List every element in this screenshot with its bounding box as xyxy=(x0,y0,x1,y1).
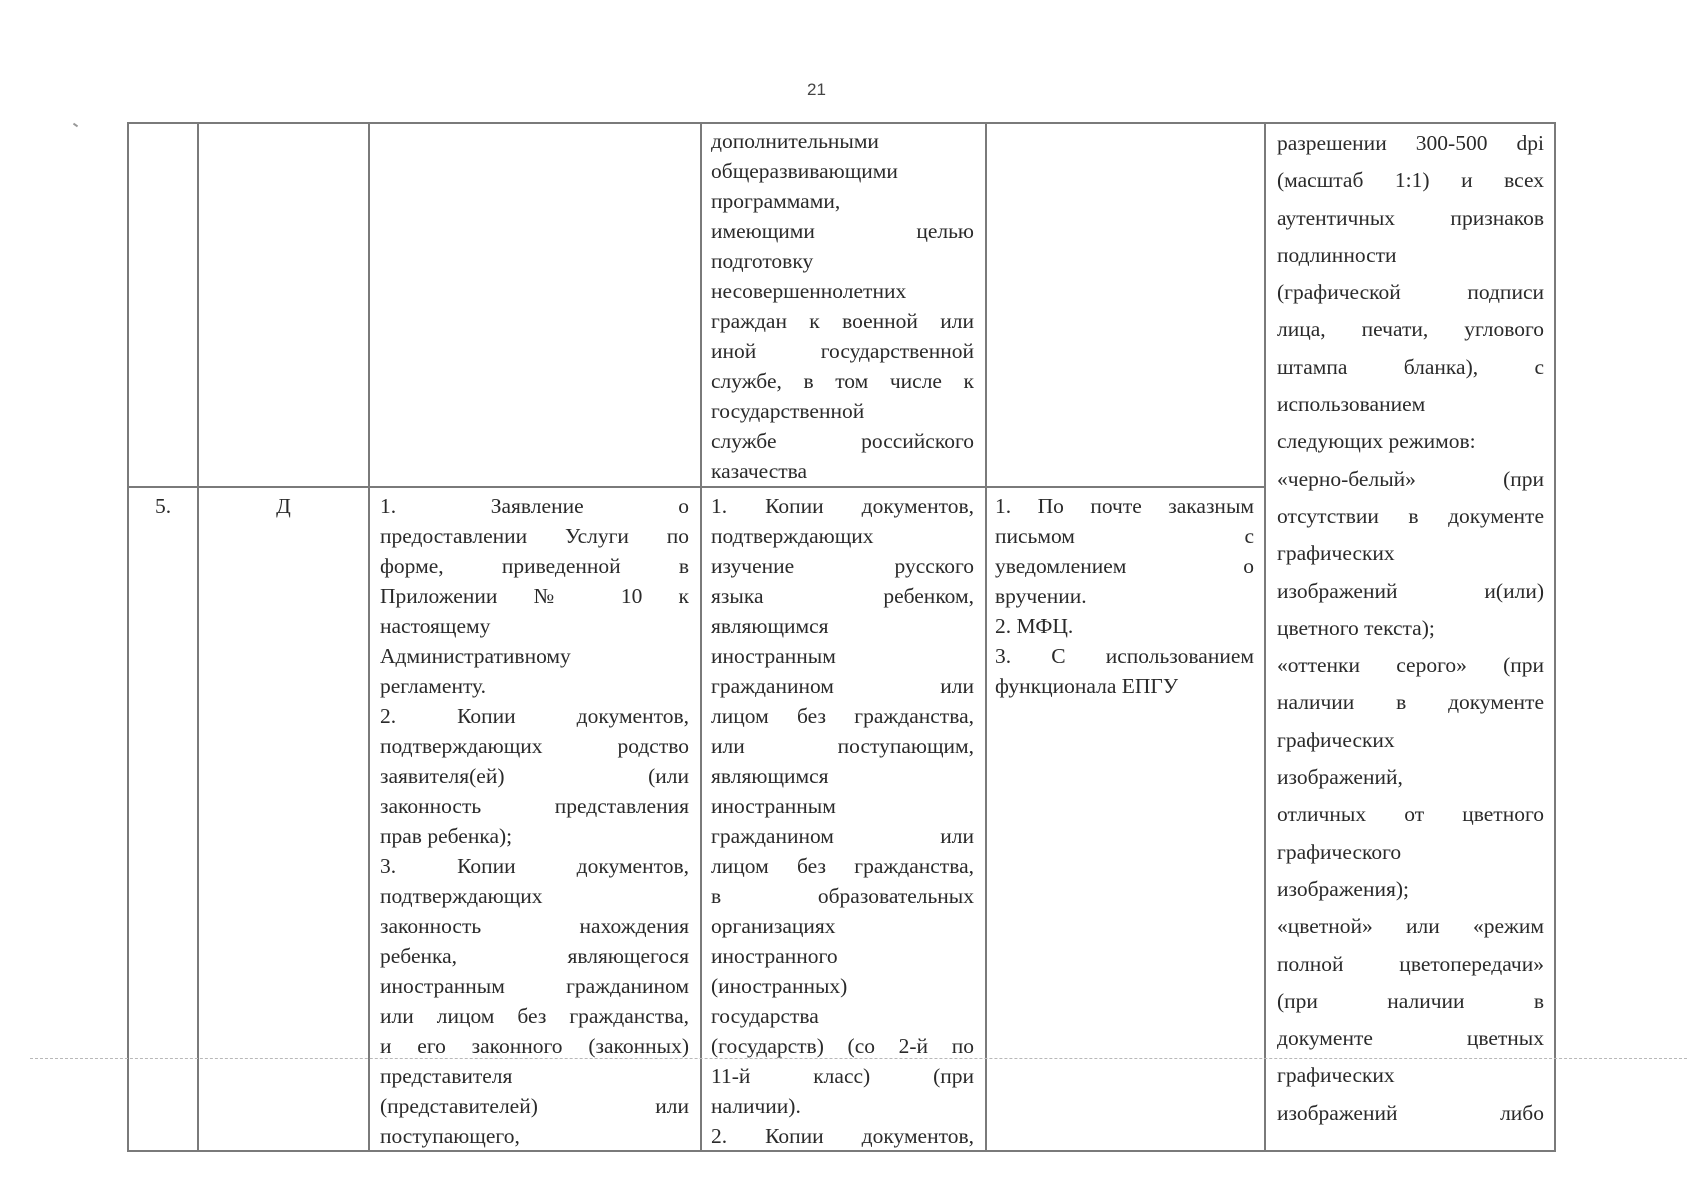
text-line: поступающего, xyxy=(380,1124,520,1148)
text-line: письмом с xyxy=(995,524,1254,548)
text-line: отличных от цветного xyxy=(1277,802,1544,827)
text-line: графических xyxy=(1277,541,1395,566)
text-line: 3. Копии документов, xyxy=(380,854,689,878)
page-number: 21 xyxy=(807,80,826,99)
text-line: государства xyxy=(711,1004,819,1028)
text-line: Приложении № 10 к xyxy=(380,584,689,608)
text-line: полной цветопередачи» xyxy=(1277,951,1544,976)
text-line: вручении. xyxy=(995,584,1087,608)
text-line: подготовку xyxy=(711,249,814,273)
column-divider-3 xyxy=(700,122,702,1152)
text-line: являющимся xyxy=(711,614,829,638)
text-line: графических xyxy=(1277,1063,1395,1088)
text-line: 2. МФЦ. xyxy=(995,614,1074,638)
text-line: программами, xyxy=(711,189,841,213)
text-line: представителя xyxy=(380,1064,513,1088)
text-line: (при наличии в xyxy=(1277,988,1544,1013)
row-letter: Д xyxy=(276,494,291,518)
text-line: лицом без гражданства, xyxy=(711,704,974,728)
text-line: организациях xyxy=(711,914,836,938)
text-line: и его законного (законных) xyxy=(380,1034,689,1058)
text-line: «оттенки серого» (при xyxy=(1277,653,1544,678)
documents-list-col3 xyxy=(380,491,689,1151)
text-line: 1. По почте заказным xyxy=(995,494,1254,518)
text-line: иностранного xyxy=(711,944,838,968)
text-line: (представителей) или xyxy=(380,1094,689,1118)
text-line: наличии в документе xyxy=(1277,690,1544,715)
column-divider-4 xyxy=(985,122,987,1152)
documents-list-col4 xyxy=(711,491,974,1151)
text-line: «цветной» или «режим xyxy=(1277,914,1544,939)
text-line: подтверждающих родство xyxy=(380,734,689,758)
text-line: функционала ЕПГУ xyxy=(995,674,1179,698)
scan-artifact xyxy=(73,123,78,128)
text-line: казачества xyxy=(711,459,808,483)
continuation-col4-text xyxy=(711,126,974,486)
text-line: в образовательных xyxy=(711,884,974,908)
scan-requirements-col6 xyxy=(1277,125,1544,1132)
text-line: Административному xyxy=(380,644,571,668)
text-line: 11-й класс) (при xyxy=(711,1064,974,1088)
text-line: наличии). xyxy=(711,1094,801,1118)
text-line: иной государственной xyxy=(711,339,974,363)
text-line: цветного текста); xyxy=(1277,615,1435,640)
text-line: изучение русского xyxy=(711,554,974,578)
text-line: отсутствии в документе xyxy=(1277,503,1544,528)
text-line: гражданином или xyxy=(711,674,974,698)
text-line: изображения); xyxy=(1277,876,1410,901)
text-line: языка ребенком, xyxy=(711,584,974,608)
text-line: графических xyxy=(1277,727,1395,752)
text-line: законность нахождения xyxy=(380,914,689,938)
text-line: общеразвивающими xyxy=(711,159,898,183)
text-line: изображений либо xyxy=(1277,1100,1544,1125)
text-line: следующих режимов: xyxy=(1277,429,1476,454)
text-line: графического xyxy=(1277,839,1402,864)
text-line: подтверждающих xyxy=(711,524,874,548)
text-line: ребенка, являющегося xyxy=(380,944,689,968)
table-right-border xyxy=(1554,122,1556,1152)
text-line: гражданином или xyxy=(711,824,974,848)
text-line: настоящему xyxy=(380,614,491,638)
column-divider-2 xyxy=(368,122,370,1152)
text-line: (масштаб 1:1) и всех xyxy=(1277,168,1544,193)
text-line: 1. Заявление о xyxy=(380,494,689,518)
text-line: изображений и(или) xyxy=(1277,578,1544,603)
text-line: являющимся xyxy=(711,764,829,788)
row-number: 5. xyxy=(154,494,172,518)
text-line: заявителя(ей) (или xyxy=(380,764,689,788)
text-line: уведомлением о xyxy=(995,554,1254,578)
text-line: лицом без гражданства, xyxy=(711,854,974,878)
column-divider-1 xyxy=(197,122,199,1152)
text-line: документе цветных xyxy=(1277,1026,1544,1051)
text-line: или поступающим, xyxy=(711,734,974,758)
text-line: форме, приведенной в xyxy=(380,554,689,578)
text-line: предоставлении Услуги по xyxy=(380,524,689,548)
text-line: «черно-белый» (при xyxy=(1277,466,1544,491)
text-line: лица, печати, углового xyxy=(1277,317,1544,342)
scan-fold-line xyxy=(30,1058,1687,1059)
text-line: 1. Копии документов, xyxy=(711,494,974,518)
text-line: регламенту. xyxy=(380,674,487,698)
text-line: или лицом без гражданства, xyxy=(380,1004,689,1028)
row-divider xyxy=(127,486,1266,488)
text-line: (иностранных) xyxy=(711,974,848,998)
text-line: изображений, xyxy=(1277,765,1403,790)
text-line: подлинности xyxy=(1277,242,1397,267)
text-line: иностранным xyxy=(711,644,836,668)
text-line: (государств) (со 2-й по xyxy=(711,1034,974,1058)
text-line: разрешении 300-500 dpi xyxy=(1277,131,1544,155)
text-line: государственной xyxy=(711,399,865,423)
text-line: законность представления xyxy=(380,794,689,818)
table-left-border xyxy=(127,122,129,1152)
text-line: службе, в том числе к xyxy=(711,369,974,393)
text-line: службе российского xyxy=(711,429,974,453)
table-top-border xyxy=(127,122,1556,124)
text-line: граждан к военной или xyxy=(711,309,974,333)
text-line: дополнительными xyxy=(711,129,879,153)
text-line: иностранным xyxy=(711,794,836,818)
text-line: иностранным гражданином xyxy=(380,974,689,998)
text-line: подтверждающих xyxy=(380,884,543,908)
text-line: (графической подписи xyxy=(1277,280,1544,305)
text-line: 3. С использованием xyxy=(995,644,1254,668)
text-line: штампа бланка), с xyxy=(1277,354,1544,379)
text-line: использованием xyxy=(1277,392,1426,417)
text-line: прав ребенка); xyxy=(380,824,513,848)
text-line: несовершеннолетних xyxy=(711,279,907,303)
text-line: аутентичных признаков xyxy=(1277,205,1544,230)
column-divider-5 xyxy=(1264,122,1266,1152)
text-line: имеющими целью xyxy=(711,219,974,243)
text-line: 2. Копии документов, xyxy=(711,1124,974,1148)
text-line: 2. Копии документов, xyxy=(380,704,689,728)
submission-methods-col5 xyxy=(995,491,1254,701)
